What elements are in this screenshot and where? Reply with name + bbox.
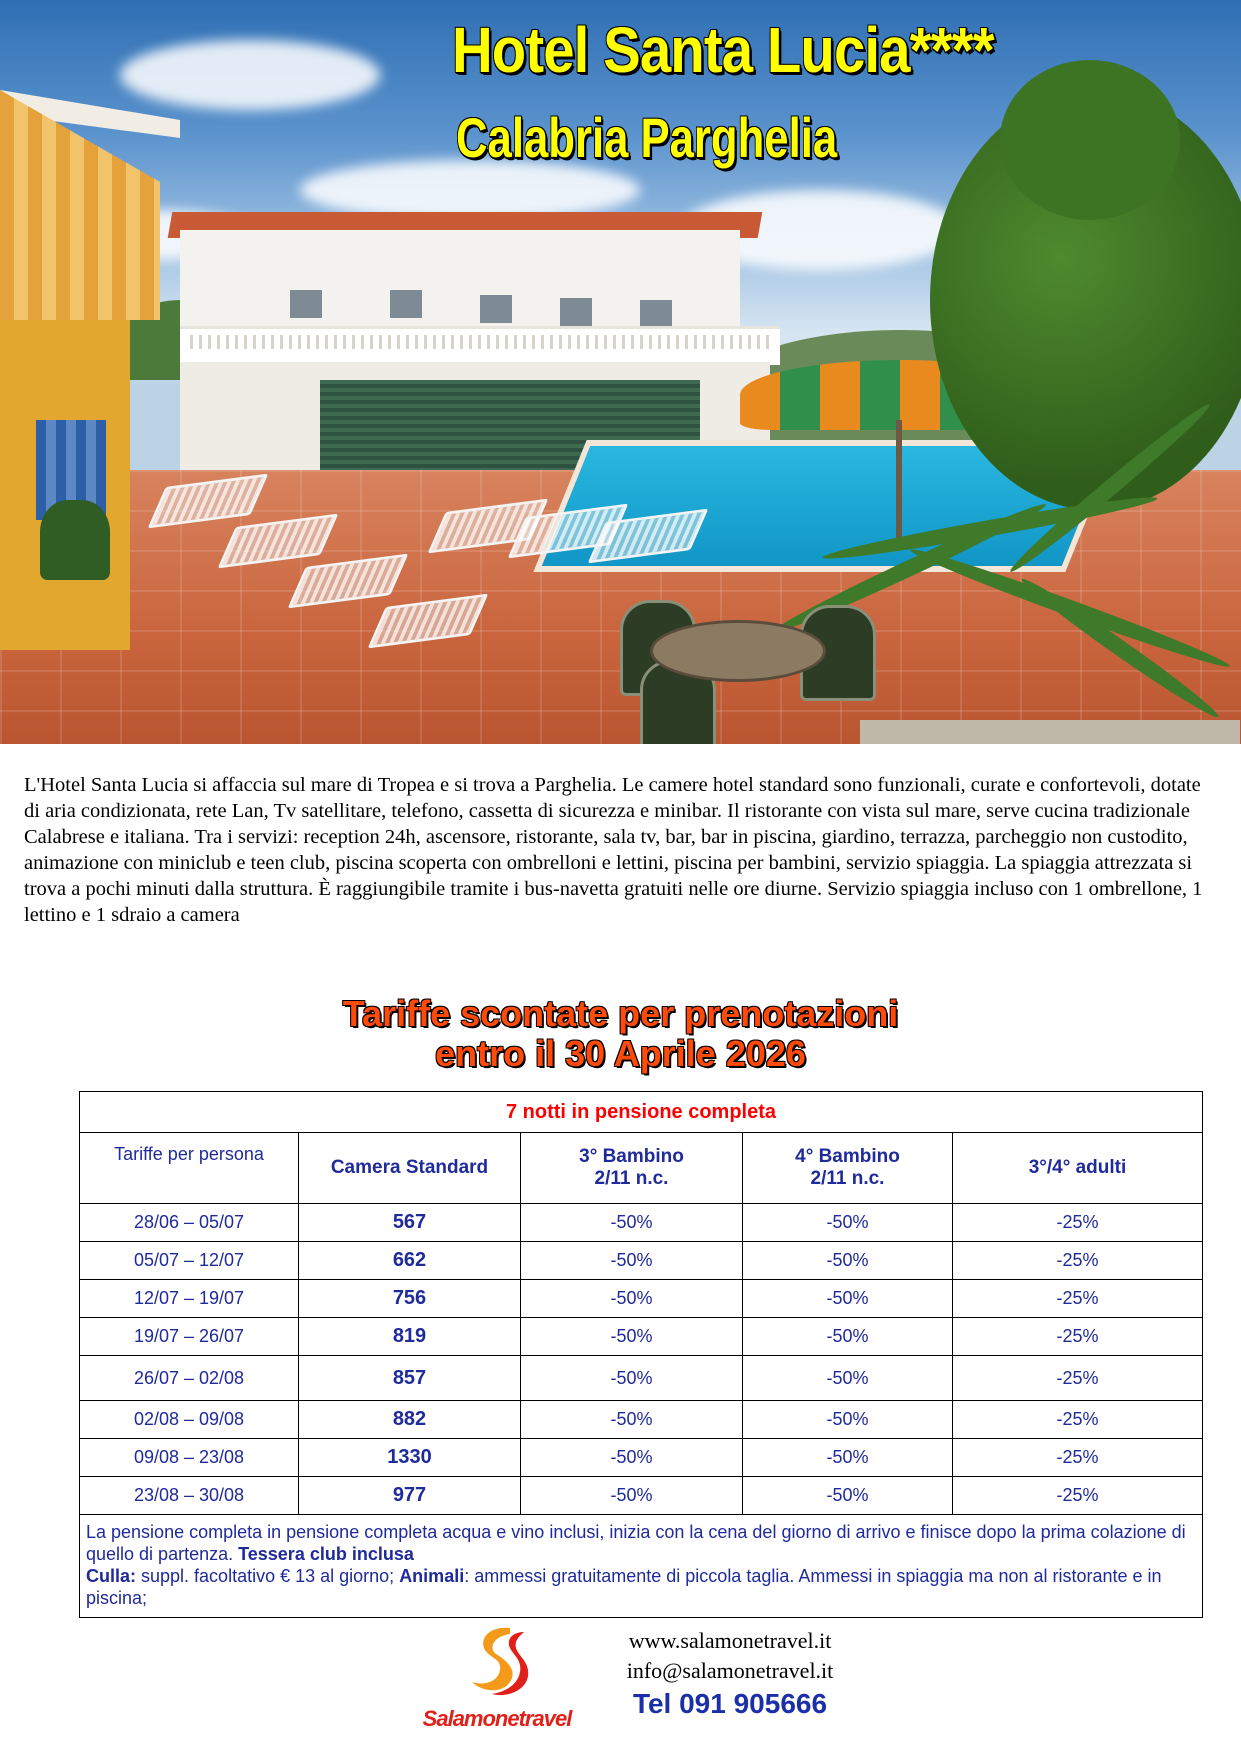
table-row bbox=[80, 1401, 1203, 1439]
row-price: 819 bbox=[299, 1318, 521, 1356]
row-adults: -25% bbox=[953, 1204, 1203, 1242]
row-adults: -25% bbox=[953, 1477, 1203, 1515]
row-price: 882 bbox=[299, 1401, 521, 1439]
table-row bbox=[80, 1280, 1203, 1318]
row-fourth-child: -50% bbox=[743, 1280, 953, 1318]
header-camera-standard: Camera Standard bbox=[299, 1133, 521, 1204]
row-fourth-child: -50% bbox=[743, 1439, 953, 1477]
hotel-title: Hotel Santa Lucia**** bbox=[452, 14, 994, 86]
row-fourth-child: -50% bbox=[743, 1477, 953, 1515]
row-fourth-child: -50% bbox=[743, 1242, 953, 1280]
row-period: 28/06 – 05/07 bbox=[80, 1204, 299, 1242]
row-third-child: -50% bbox=[521, 1318, 743, 1356]
row-third-child: -50% bbox=[521, 1280, 743, 1318]
header-fourth-child-age: 2/11 n.c. bbox=[810, 1168, 885, 1189]
row-period: 23/08 – 30/08 bbox=[80, 1477, 299, 1515]
row-adults: -25% bbox=[953, 1401, 1203, 1439]
notes-club-card: Tessera club inclusa bbox=[238, 1544, 414, 1564]
table-row bbox=[80, 1204, 1203, 1242]
table-row bbox=[80, 1242, 1203, 1280]
row-fourth-child: -50% bbox=[743, 1204, 953, 1242]
table-row bbox=[80, 1439, 1203, 1477]
header-third-child bbox=[521, 1133, 743, 1204]
row-price: 756 bbox=[299, 1280, 521, 1318]
row-price: 662 bbox=[299, 1242, 521, 1280]
row-third-child: -50% bbox=[521, 1401, 743, 1439]
row-third-child: -50% bbox=[521, 1356, 743, 1401]
row-period: 26/07 – 02/08 bbox=[80, 1356, 299, 1401]
row-adults: -25% bbox=[953, 1318, 1203, 1356]
notes-pets-label: Animali bbox=[399, 1566, 465, 1586]
row-adults: -25% bbox=[953, 1356, 1203, 1401]
phone-number[interactable]: Tel 091 905666 bbox=[632, 1688, 828, 1719]
header-fourth-child bbox=[743, 1133, 953, 1204]
row-period: 09/08 – 23/08 bbox=[80, 1439, 299, 1477]
row-price: 1330 bbox=[299, 1439, 521, 1477]
hero-photo bbox=[0, 0, 1241, 744]
header-adults: 3°/4° adulti bbox=[953, 1133, 1203, 1204]
row-adults: -25% bbox=[953, 1280, 1203, 1318]
salamone-logo-icon bbox=[462, 1622, 532, 1702]
row-fourth-child: -50% bbox=[743, 1318, 953, 1356]
row-price: 857 bbox=[299, 1356, 521, 1401]
email-link[interactable]: info@salamonetravel.it bbox=[626, 1658, 834, 1683]
table-caption: 7 notti in pensione completa bbox=[80, 1092, 1203, 1133]
row-price: 567 bbox=[299, 1204, 521, 1242]
table-row bbox=[80, 1356, 1203, 1401]
hotel-description: L'Hotel Santa Lucia si affaccia sul mare di Tropea e si trova a Parghelia. Le camere hotel standard sono funzionali, curate e confortevoli, dotate di aria condizionata, rete Lan, Tv satellitare, telefono, cassetta di sicurezza e minibar. Il ristorante con vista sul mare, serve cucina tradizionale Calabrese e italiana. Tra i servizi: reception 24h, ascensore, ristorante, sala tv, bar, bar in piscina, giardino, terrazza, parcheggio non custodito, animazione con miniclub e teen club, piscina scoperta con ombrelloni e lettini, piscina per bambini, servizio spiaggia. La spiaggia attrezzata si trova a pochi minuti dalla struttura. È raggiungibile tramite i bus-navetta gratuiti nelle ore diurne. Servizio spiaggia incluso con 1 ombrellone, 1 lettino e 1 sdraio a camera bbox=[24, 774, 1203, 926]
logo-wordmark: Salamonetravel bbox=[422, 1706, 572, 1731]
table-row bbox=[80, 1477, 1203, 1515]
hotel-location: Calabria Parghelia bbox=[456, 106, 838, 169]
row-period: 19/07 – 26/07 bbox=[80, 1318, 299, 1356]
offer-line-1: Tariffe scontate per prenotazioni bbox=[342, 993, 899, 1034]
table-row bbox=[80, 1318, 1203, 1356]
row-fourth-child: -50% bbox=[743, 1356, 953, 1401]
row-period: 12/07 – 19/07 bbox=[80, 1280, 299, 1318]
notes-board-text: La pensione completa in pensione completa acqua e vino inclusi, inizia con la cena del giorno di arrivo e finisce dopo la prima colazione di quello di partenza. bbox=[86, 1522, 1186, 1564]
row-adults: -25% bbox=[953, 1439, 1203, 1477]
row-period: 02/08 – 09/08 bbox=[80, 1401, 299, 1439]
notes-pets-text: : ammessi gratuitamente di piccola taglia. Ammessi in spiaggia ma non al ristorante e in piscina; bbox=[86, 1566, 1162, 1608]
row-fourth-child: -50% bbox=[743, 1401, 953, 1439]
price-table bbox=[79, 1091, 1203, 1618]
row-third-child: -50% bbox=[521, 1204, 743, 1242]
row-adults: -25% bbox=[953, 1242, 1203, 1280]
row-third-child: -50% bbox=[521, 1242, 743, 1280]
header-period: Tariffe per persona bbox=[80, 1133, 299, 1204]
row-third-child: -50% bbox=[521, 1477, 743, 1515]
website-link[interactable]: www.salamonetravel.it bbox=[628, 1628, 832, 1653]
notes-crib-label: Culla: bbox=[86, 1566, 137, 1586]
header-third-child-age: 2/11 n.c. bbox=[594, 1168, 669, 1189]
header-third-child-label: 3° Bambino bbox=[579, 1146, 684, 1167]
offer-line-2: entro il 30 Aprile 2026 bbox=[435, 1033, 806, 1074]
offer-heading bbox=[0, 994, 1241, 1074]
header-fourth-child-label: 4° Bambino bbox=[795, 1146, 900, 1167]
notes-crib-text: suppl. facoltativo € 13 al giorno; bbox=[136, 1566, 400, 1586]
table-header-row bbox=[80, 1133, 1203, 1204]
row-price: 977 bbox=[299, 1477, 521, 1515]
table-notes bbox=[80, 1515, 1203, 1618]
row-third-child: -50% bbox=[521, 1439, 743, 1477]
row-period: 05/07 – 12/07 bbox=[80, 1242, 299, 1280]
